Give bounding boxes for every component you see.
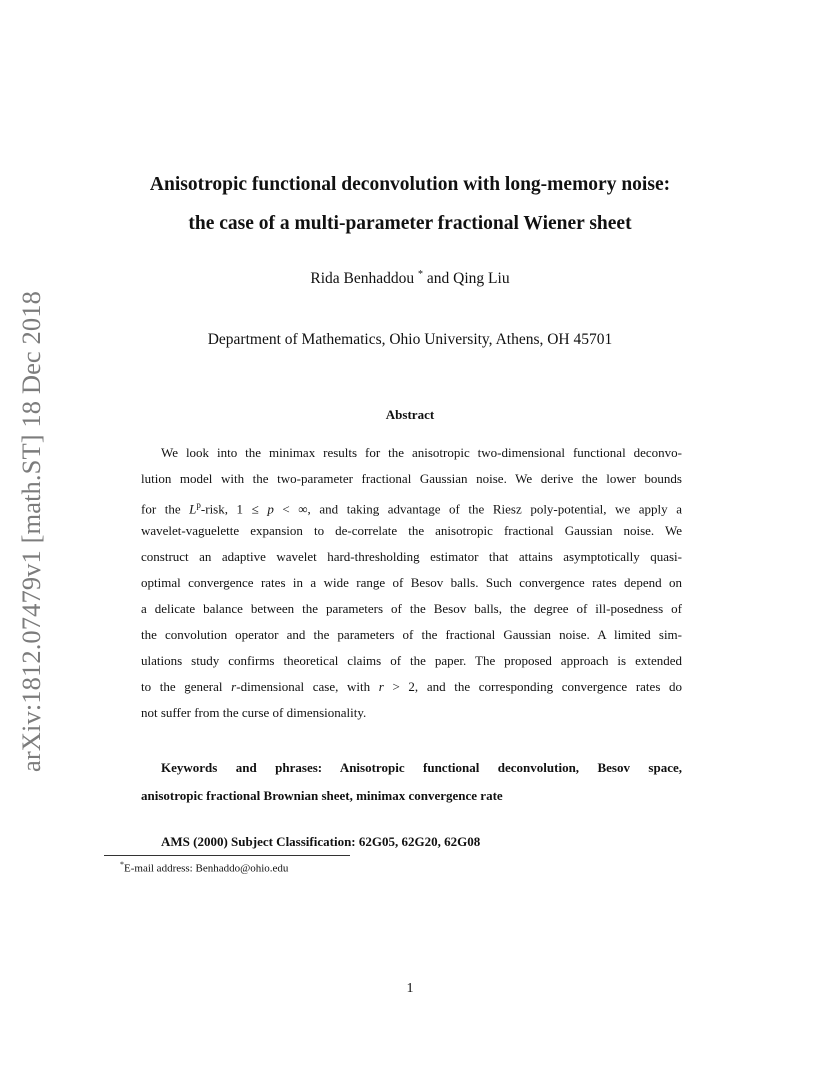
paper-title-line-1: Anisotropic functional deconvolution with long-memory noise: [149,174,671,195]
footnote-marker: * [120,860,124,869]
keywords-line: anisotropic fractional Brownian sheet, minimax convergence rate [141,788,503,803]
abstract-line: optimal convergence rates in a wide range of Besov balls. Such convergence rates depend on [141,575,682,590]
affiliation: Department of Mathematics, Ohio University, Athens, OH 45701 [207,331,613,348]
abstract-heading: Abstract [385,407,435,422]
paper-title-line-2: the case of a multi-parameter fractional Wiener sheet [188,213,632,234]
footnote [120,860,288,875]
author-list [60,269,760,288]
author-name: Qing Liu [453,270,510,288]
page-number: 1 [406,981,414,996]
abstract-line: wavelet-vaguelette expansion to de-correlate the anisotropic fractional Gaussian noise. We [141,523,682,538]
abstract-body [141,440,682,726]
author-conjunction: and [423,270,454,288]
footnote-divider [104,855,350,856]
abstract-line: We look into the minimax results for the anisotropic two-dimensional functional deconvo- [161,445,682,460]
abstract-line: construct an adaptive wavelet hard-thresholding estimator that attains asymptotically quasi- [141,549,682,564]
keywords [141,754,682,810]
keywords-line: Keywords and phrases: Anisotropic functional deconvolution, Besov space, [161,760,682,775]
arxiv-identifier: arXiv:1812.07479v1 [math.ST] 18 Dec 2018 [16,291,46,772]
abstract-line: ulations study confirms theoretical claims of the paper. The proposed approach is extended [141,653,682,668]
abstract-line: lution model with the two-parameter fractional Gaussian noise. We derive the lower bounds [141,471,682,486]
abstract-line: not suffer from the curse of dimensionality. [141,705,367,720]
author-name: Rida Benhaddou [310,270,415,288]
subject-classification: AMS (2000) Subject Classification: 62G05, 62G20, 62G08 [161,834,481,849]
abstract-line: for the $L^p$-risk, 1 ≤ p < ∞, and taking advantage of the Riesz poly-potential, we apply a [141,500,682,517]
footnote-marker: * [418,269,424,280]
abstract-line: a delicate balance between the parameters of the Besov balls, the degree of ill-posedness of [141,601,682,616]
abstract-line: the convolution operator and the parameters of the fractional Gaussian noise. A limited sim- [141,627,682,642]
footnote-text: E-mail address: Benhaddo@ohio.edu [124,862,289,875]
abstract-line: to the general r-dimensional case, with r > 2, and the corresponding convergence rates do [141,679,683,694]
